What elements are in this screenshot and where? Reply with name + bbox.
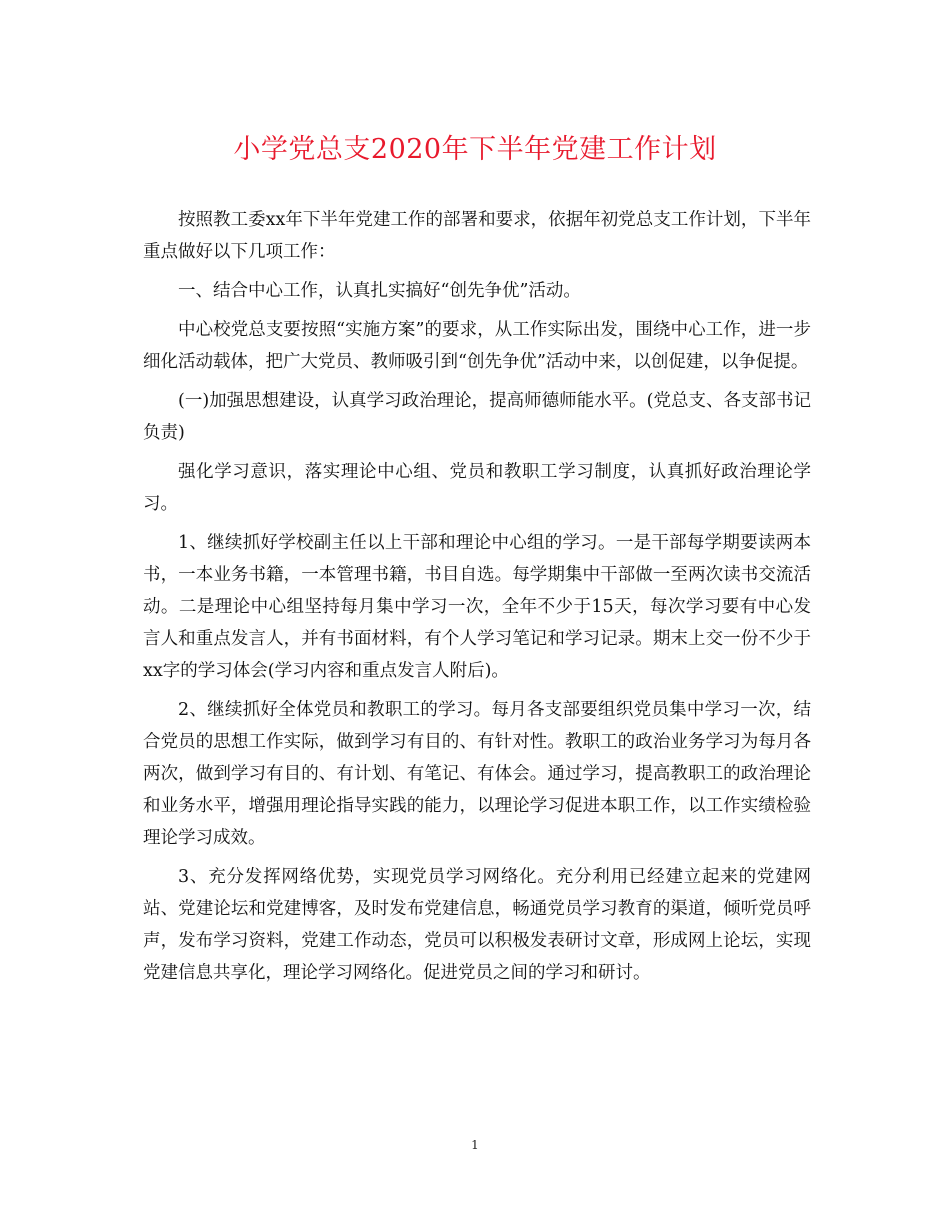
page-number: 1 [471,1138,479,1152]
paragraph-item-1: 1、继续抓好学校副主任以上干部和理论中心组的学习。一是干部每学期要读两本书，一本业务书籍，一本管理书籍，书目自选。每学期集中干部做一至两次读书交流活动。二是理论中心组坚持每月集中学习一次，全年不少于15天，每次学习要有中心发言人和重点发言人，并有书面材料，有个人学习笔记和学习记录。期末上交一份不少于xx字的学习体会(学习内容和重点发言人附后)。 [143,533,811,681]
paragraph-intro: 按照教工委xx年下半年党建工作的部署和要求，依据年初党总支工作计划，下半年重点做好以下几项工作： [143,210,811,262]
paragraph-section-1-body: 中心校党总支要按照“实施方案”的要求，从工作实际出发，围绕中心工作，进一步细化活动载体，把广大党员、教师吸引到“创先争优”活动中来，以创促建，以争促提。 [143,320,811,372]
paragraph-item-3: 3、充分发挥网络优势，实现党员学习网络化。充分利用已经建立起来的党建网站、党建论坛和党建博客，及时发布党建信息，畅通党员学习教育的渠道，倾听党员呼声，发布学习资料，党建工作动态，党员可以积极发表研讨文章，形成网上论坛，实现党建信息共享化，理论学习网络化。促进党员之间的学习和研讨。 [143,867,811,983]
paragraph-subsection-1-body: 强化学习意识，落实理论中心组、党员和教职工学习制度，认真抓好政治理论学习。 [143,462,811,514]
paragraph-subsection-heading-1: (一)加强思想建设，认真学习政治理论，提高师德师能水平。(党总支、各支部书记负责) [143,391,811,443]
paragraph-section-heading-1: 一、结合中心工作，认真扎实搞好“创先争优”活动。 [178,281,581,301]
paragraph-item-2: 2、继续抓好全体党员和教职工的学习。每月各支部要组织党员集中学习一次，结合党员的思想工作实际，做到学习有目的、有针对性。教职工的政治业务学习为每月各两次，做到学习有目的、有计划、有笔记、有体会。通过学习，提高教职工的政治理论和业务水平，增强用理论指导实践的能力，以理论学习促进本职工作，以工作实绩检验理论学习成效。 [143,700,811,848]
document-body [143,204,811,989]
document-title: 小学党总支2020年下半年党建工作计划 [233,134,717,165]
